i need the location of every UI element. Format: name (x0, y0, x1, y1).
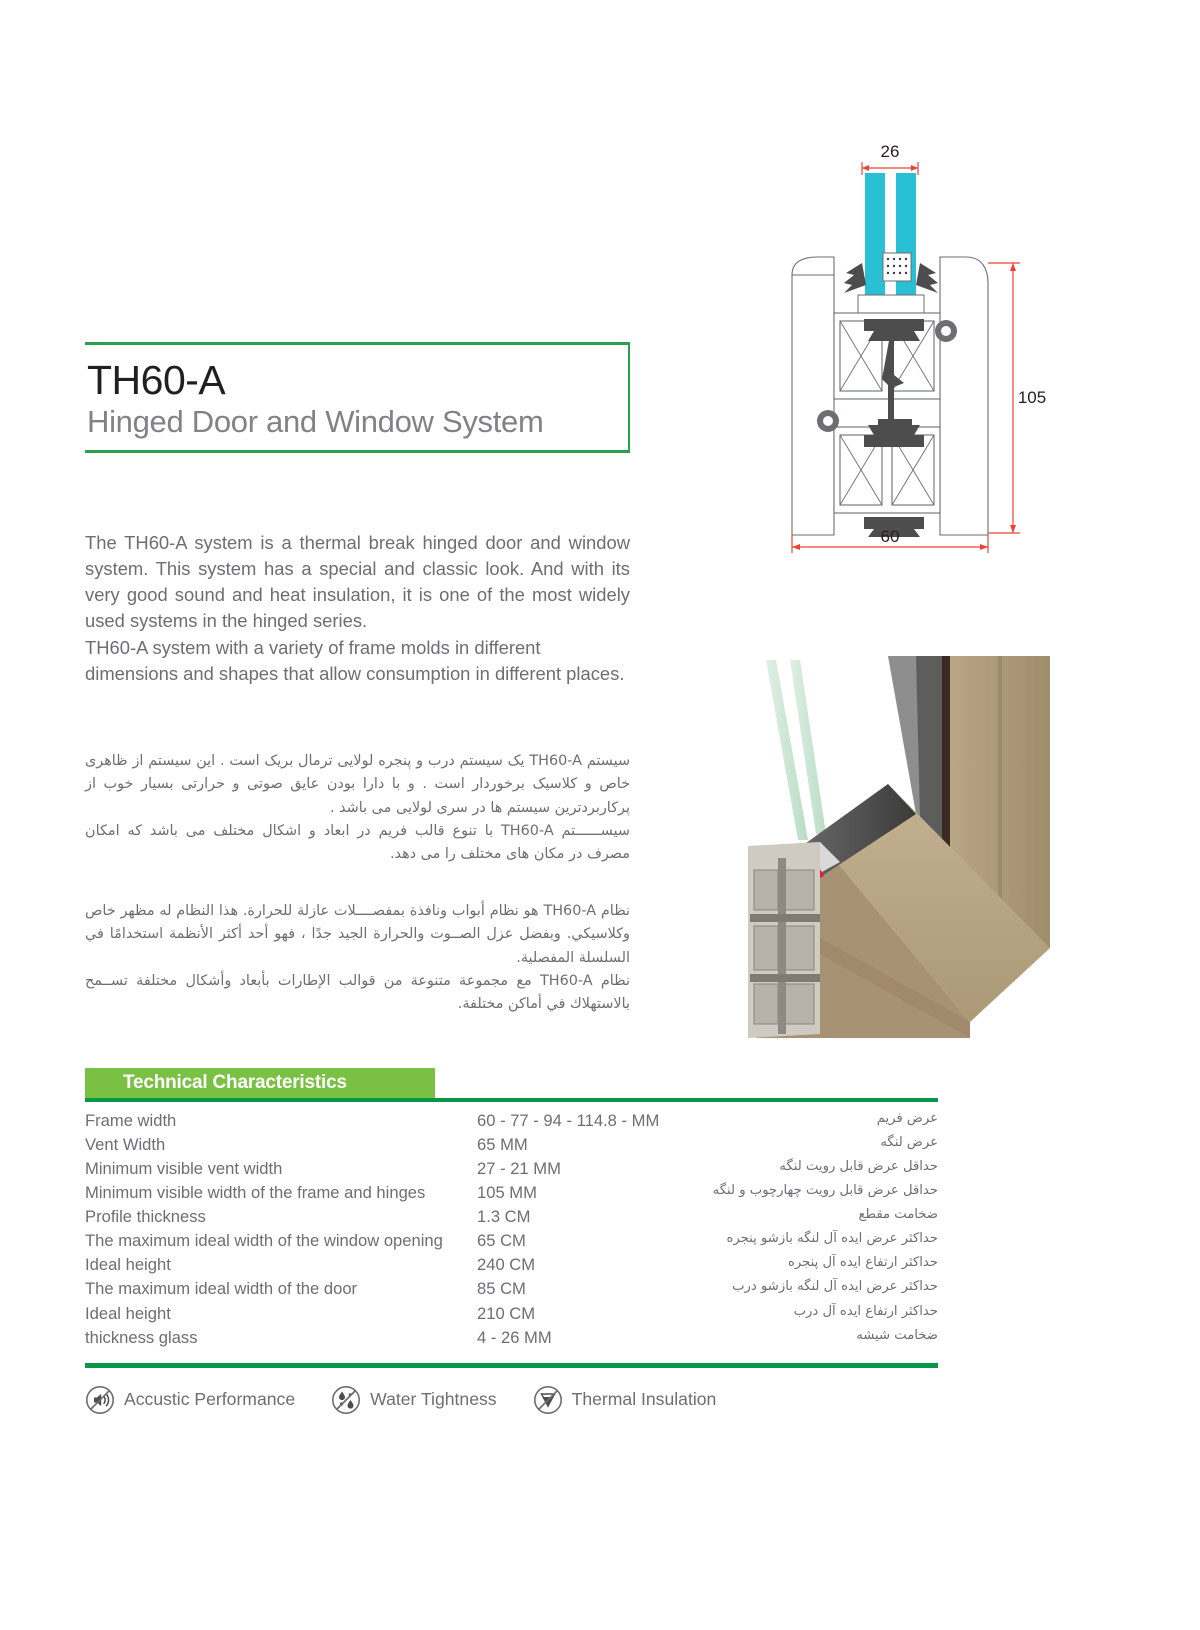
spec-label-farsi: ضخامت مقطع (858, 1207, 938, 1223)
glazing-dark-edge (942, 656, 950, 872)
description-ar-paragraph-1: نظام TH60-A هو نظام أبواب ونافذة بمفصــــلات عازلة للحرارة. هذا النظام له مظهر خاص وكلاسيكي. وبفضل عزل الصــوت والحرارة الجيد جدًا ، فهو أحد أكثر الأنظمة استخدامًا في السلسلة المفصلية. (85, 903, 631, 966)
spec-value: 65 CM (477, 1231, 526, 1251)
technical-characteristics-section (85, 1068, 938, 1415)
spec-value: 1.3 CM (477, 1207, 531, 1227)
spec-value: 60 - 77 - 94 - 114.8 - MM (477, 1111, 660, 1130)
page-title: TH60-A (87, 357, 226, 403)
feature-acoustic-performance (85, 1385, 295, 1415)
dimension-arrow-right (988, 263, 1020, 533)
spec-value: 27 - 21 MM (477, 1159, 561, 1179)
table-row (85, 1231, 938, 1255)
spec-label: Minimum visible width of the frame and hinges (85, 1183, 426, 1203)
thermal-insulation-icon (533, 1385, 563, 1415)
spec-label-farsi: حداکثر عرض ایده آل لنگه بازشو درب (732, 1279, 938, 1295)
spec-label: The maximum ideal width of the window opening (85, 1231, 443, 1251)
profile-web (778, 858, 786, 1034)
spec-label: Profile thickness (85, 1207, 206, 1227)
technical-header-row (85, 1068, 938, 1098)
spec-label-farsi: حداقل عرض قابل رویت لنگه (779, 1159, 938, 1175)
description-fa-paragraph-1: سیستم TH60-A یک سیستم درب و پنجره لولایی ترمال بریک است . این سیستم از ظاهری خاص و کلاسیک برخوردار است . و با دارا بودن عایق صوتی و حرارتی بسیار خوب از پرکاربردترین سیستم ها در سری لولایی می باشد . (85, 753, 630, 816)
gasket-right (916, 263, 938, 293)
feature-water-tightness (331, 1385, 496, 1415)
spec-label-farsi: عرض فریم (876, 1111, 938, 1126)
dimension-label-bottom: 60 (880, 527, 900, 546)
feature-label: Water Tightness (370, 1389, 497, 1410)
table-row (85, 1304, 938, 1328)
feature-label: Thermal Insulation (571, 1389, 717, 1410)
spec-value: 240 CM (477, 1255, 536, 1275)
technical-header-tab (85, 1068, 435, 1098)
table-row (85, 1328, 938, 1352)
description-farsi (85, 750, 630, 867)
profile-section-drawing (770, 135, 1060, 565)
product-subtitle: Hinged Door and Window System (87, 404, 544, 440)
description-ar-paragraph-2: نظام TH60-A مع مجموعة متنوعة من قوالب الإطارات بأبعاد وأشكال مختلفة تســمح بالاستهلاك في أماكن مختلفة. (85, 972, 630, 1013)
table-row (85, 1183, 938, 1207)
feature-icons-row (85, 1385, 938, 1415)
description-en-paragraph-2: TH60-A system with a variety of frame molds in different dimensions and shapes that allow consumption in different places. (85, 636, 625, 684)
gasket-left (844, 263, 866, 293)
spec-label: Vent Width (85, 1135, 166, 1155)
spec-value: 105 MM (477, 1183, 537, 1203)
spec-label: Ideal height (85, 1255, 171, 1275)
feature-label: Accustic Performance (124, 1389, 296, 1410)
technical-bottom-rule (85, 1363, 938, 1368)
acoustic-performance-icon (85, 1385, 115, 1415)
profile-thermal-strip-1 (750, 914, 820, 922)
spec-label-farsi: حداقل عرض قابل رویت چهارچوب و لنگه (712, 1183, 938, 1199)
spec-value: 4 - 26 MM (477, 1327, 552, 1347)
table-row (85, 1111, 938, 1135)
corner-assembly-render (720, 618, 1160, 1038)
spec-label: Ideal height (85, 1303, 171, 1323)
spec-label: Frame width (85, 1111, 177, 1130)
profile-thermal-strip-2 (750, 974, 820, 982)
table-row (85, 1159, 938, 1183)
technical-section-title: Technical Characteristics (123, 1072, 347, 1093)
dimension-label-top: 26 (880, 142, 900, 161)
spec-label: thickness glass (85, 1327, 198, 1347)
description-fa-paragraph-2: سیســــــتم TH60-A با تنوع قالب فریم در ابعاد و اشکال مختلف می باشد که امکان مصرف در مکان های مختلف را می دهد. (85, 822, 630, 863)
spec-label: The maximum ideal width of the door (85, 1279, 358, 1299)
spec-value: 65 MM (477, 1135, 528, 1155)
spec-label-farsi: حداکثر ارتفاع ایده آل درب (793, 1303, 938, 1319)
profile-section-svg (770, 135, 1060, 565)
glass-pane-left (865, 173, 885, 295)
glazing-bead (858, 295, 924, 313)
dimension-label-right: 105 (1017, 388, 1047, 407)
spec-label-farsi: حداکثر ارتفاع ایده آل پنجره (787, 1255, 938, 1271)
product-title-block (85, 342, 630, 453)
spec-label: Minimum visible vent width (85, 1159, 283, 1179)
feature-thermal-insulation (533, 1385, 717, 1415)
spec-value: 210 CM (477, 1303, 536, 1323)
spec-label-farsi: عرض لنگه (880, 1135, 938, 1151)
profile-cut-section (748, 842, 820, 1038)
spec-label-farsi: حداکثر عرض ایده آل لنگه بازشو پنجره (726, 1231, 938, 1247)
description-english (85, 530, 630, 687)
spec-label-farsi: ضخامت شیشه (856, 1327, 938, 1343)
table-row (85, 1255, 938, 1279)
technical-header-rule (85, 1098, 938, 1102)
table-row (85, 1135, 938, 1159)
description-en-paragraph-1: The TH60-A system is a thermal break hinged door and window system. This system has a special and classic look. And with its very good sound and heat insulation, it is one of the most widely used systems in the hinged series. (85, 532, 630, 632)
spec-value: 85 CM (477, 1279, 526, 1299)
table-row (85, 1207, 938, 1231)
technical-specs-table (85, 1111, 938, 1352)
frame-vertical-seam (998, 656, 1002, 910)
spacer-bar (883, 253, 911, 281)
water-tightness-icon (331, 1385, 361, 1415)
description-arabic (85, 900, 630, 1017)
corner-assembly-svg (720, 618, 1160, 1038)
table-row (85, 1279, 938, 1303)
